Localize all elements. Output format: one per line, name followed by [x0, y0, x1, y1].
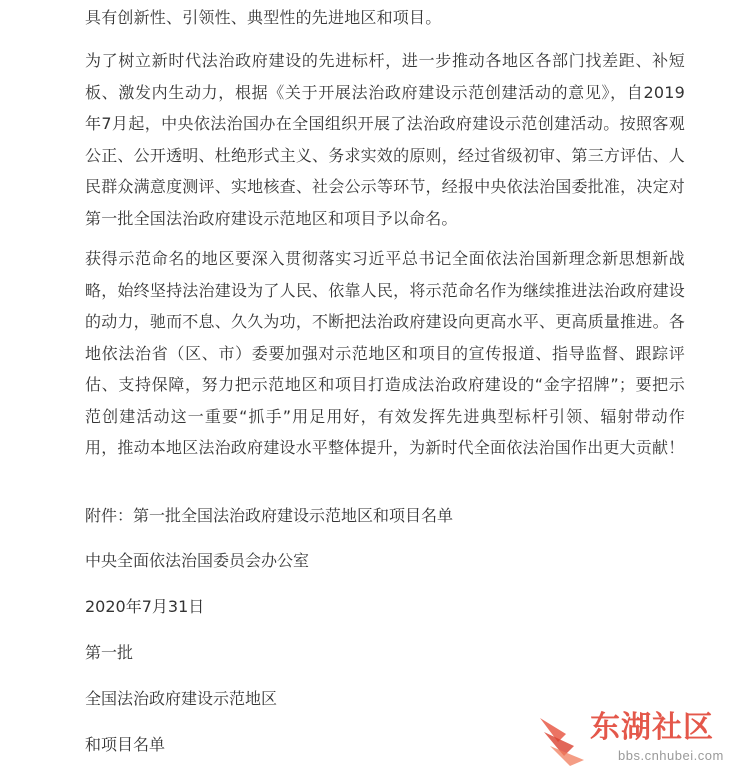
- watermark-logo-icon: [536, 708, 588, 768]
- list-title-line-2: 全国法治政府建设示范地区: [85, 689, 278, 708]
- paragraph-requirements: 获得示范命名的地区要深入贯彻落实习近平总书记全面依法治国新理念新思想新战略，始终坚持法治建设为了人民、依靠人民，将示范命名作为继续推进法治政府建设的动力，驰而不息、久久为功，不断把法治政府建设向更高水平、更高质量推进。各地依法治省（区、市）委要加强对示范地区和项目的宣传报道、指导监督、跟踪评估、支持保障，努力把示范地区和项目打造成法治政府建设的“金字招牌”；要把示范创建活动这一重要“抓手”用足用好，有效发挥先进典型标杆引领、辐射带动作用，推动本地区法治政府建设水平整体提升，为新时代全面依法治国作出更大贡献！: [85, 249, 685, 457]
- date-line: 2020年7月31日: [85, 597, 205, 616]
- paragraph-background: 为了树立新时代法治政府建设的先进标杆，进一步推动各地区各部门找差距、补短板、激发内生动力，根据《关于开展法治政府建设示范创建活动的意见》，自2019年7月起，中央依法治国办在全国组织开展了法治政府建设示范创建活动。按照客观公正、公开透明、杜绝形式主义、务求实效的原则，经过省级初审、第三方评估、人民群众满意度测评、实地核查、社会公示等环节，经报中央依法治国委批准，决定对第一批全国法治政府建设示范地区和项目予以命名。: [85, 51, 685, 228]
- list-title-line-3: 和项目名单: [85, 735, 166, 754]
- attachment-line: 附件：第一批全国法治政府建设示范地区和项目名单: [85, 506, 454, 525]
- watermark-site-url: bbs.cnhubei.com: [618, 748, 724, 763]
- site-watermark: [536, 708, 732, 770]
- list-title-line-1: 第一批: [85, 643, 134, 662]
- watermark-site-name: 东湖社区: [590, 710, 714, 745]
- intro-fragment: 具有创新性、引领性、典型性的先进地区和项目。: [85, 8, 442, 27]
- issuer-line: 中央全面依法治国委员会办公室: [85, 551, 310, 570]
